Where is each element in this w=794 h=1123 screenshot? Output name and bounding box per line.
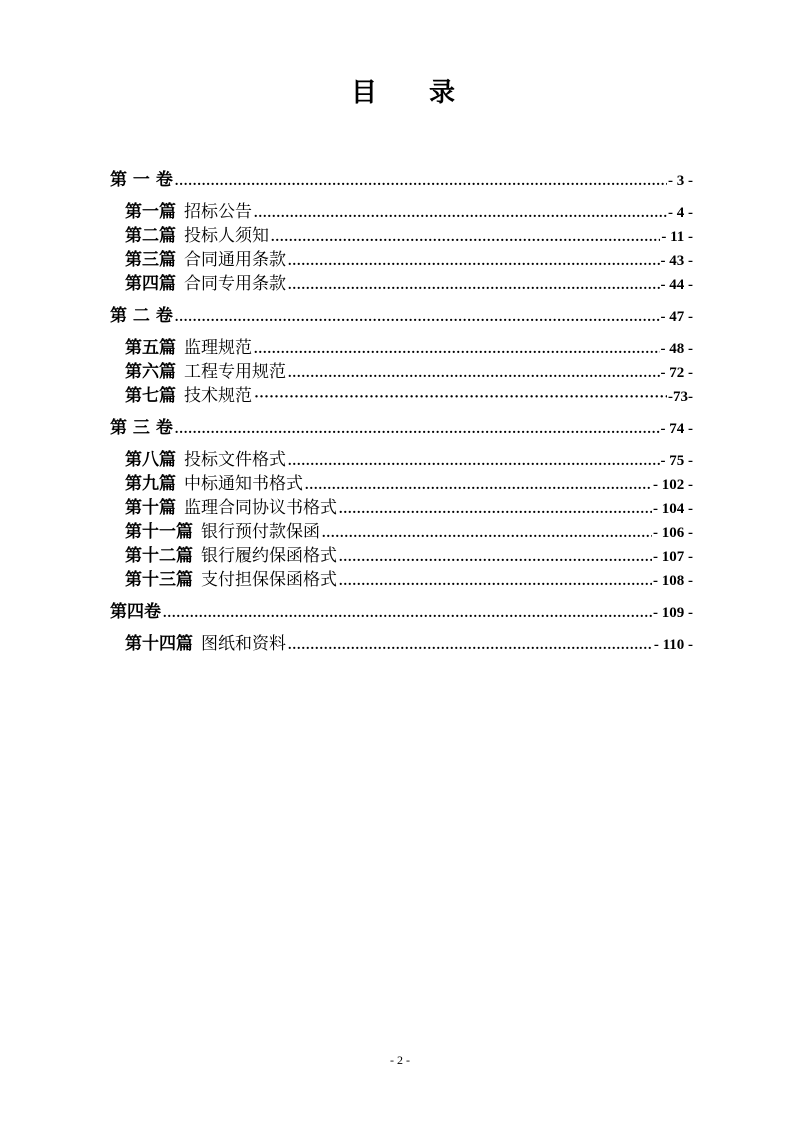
- dot-leader: [175, 306, 660, 330]
- toc-page-number: - 109 -: [653, 605, 693, 621]
- toc-part-number: 第四篇: [125, 274, 176, 294]
- dot-leader: [254, 202, 667, 226]
- toc-page-number: - 72 -: [660, 365, 693, 381]
- toc-part-title: 技术规范: [184, 386, 252, 406]
- toc-volume-label: 第 三 卷: [110, 418, 173, 438]
- table-of-contents: [110, 160, 693, 656]
- dot-leader: [339, 570, 652, 594]
- toc-part-8[interactable]: [110, 448, 693, 472]
- toc-part-6[interactable]: [110, 360, 693, 384]
- toc-part-number: 第八篇: [125, 450, 176, 470]
- dot-leader: [339, 546, 652, 570]
- toc-volume-1[interactable]: [110, 168, 693, 192]
- toc-volume-3[interactable]: [110, 416, 693, 440]
- toc-page-number: - 102 -: [653, 477, 693, 493]
- toc-part-number: 第三篇: [125, 250, 176, 270]
- toc-part-1[interactable]: [110, 200, 693, 224]
- toc-page-number: - 108 -: [653, 573, 693, 589]
- toc-part-number: 第七篇: [125, 386, 176, 406]
- toc-page-number: - 47 -: [660, 309, 693, 325]
- toc-part-number: 第十一篇: [125, 522, 193, 542]
- toc-volume-4[interactable]: [110, 600, 693, 624]
- toc-part-3[interactable]: [110, 248, 693, 272]
- toc-page-number: - 44 -: [660, 277, 693, 293]
- toc-page-number: - 11 -: [661, 229, 693, 245]
- toc-volume-label: 第 一 卷: [110, 170, 173, 190]
- toc-page-number: - 104 -: [653, 501, 693, 517]
- toc-volume-2[interactable]: [110, 304, 693, 328]
- toc-part-title: 工程专用规范: [184, 362, 286, 382]
- footer-page-number: - 2 -: [390, 1053, 410, 1067]
- toc-part-11[interactable]: [110, 520, 693, 544]
- toc-part-9[interactable]: [110, 472, 693, 496]
- toc-part-title: 支付担保保函格式: [201, 570, 337, 590]
- dot-leader: [288, 634, 653, 658]
- toc-part-13[interactable]: [110, 568, 693, 592]
- toc-page-number: - 4 -: [668, 205, 693, 221]
- dot-leader: [322, 522, 652, 546]
- toc-page-number: - 74 -: [660, 421, 693, 437]
- page-title: 目 录: [350, 78, 455, 108]
- toc-page-number: - 107 -: [653, 549, 693, 565]
- toc-page-number: - 106 -: [653, 525, 693, 541]
- toc-part-2[interactable]: [110, 224, 693, 248]
- toc-part-number: 第十二篇: [125, 546, 193, 566]
- toc-part-number: 第十三篇: [125, 570, 193, 590]
- toc-part-4[interactable]: [110, 272, 693, 296]
- toc-part-number: 第五篇: [125, 338, 176, 358]
- toc-part-title: 监理规范: [184, 338, 252, 358]
- toc-page-number: - 3 -: [668, 173, 693, 189]
- dot-leader: [288, 274, 660, 298]
- toc-part-number: 第一篇: [125, 202, 176, 222]
- toc-part-7[interactable]: [110, 384, 693, 408]
- toc-page-number: - 48 -: [660, 341, 693, 357]
- toc-part-10[interactable]: [110, 496, 693, 520]
- toc-part-title: 监理合同协议书格式: [184, 498, 337, 518]
- toc-part-title: 投标文件格式: [184, 450, 286, 470]
- dot-leader: [305, 474, 652, 498]
- dot-leader: [163, 602, 652, 626]
- toc-volume-label: 第 二 卷: [110, 306, 173, 326]
- toc-part-number: 第十篇: [125, 498, 176, 518]
- toc-page-number: - 110 -: [653, 637, 693, 653]
- dot-leader: [288, 250, 660, 274]
- toc-part-title: 银行预付款保函: [201, 522, 320, 542]
- toc-page-number: -73-: [668, 389, 693, 405]
- toc-part-title: 投标人须知: [184, 226, 269, 246]
- dot-leader: [254, 385, 667, 409]
- toc-volume-label: 第四卷: [110, 602, 161, 622]
- toc-part-5[interactable]: [110, 336, 693, 360]
- dot-leader: [175, 418, 660, 442]
- toc-part-title: 中标通知书格式: [184, 474, 303, 494]
- dot-leader: [288, 362, 660, 386]
- toc-part-12[interactable]: [110, 544, 693, 568]
- toc-part-14[interactable]: [110, 632, 693, 656]
- toc-part-number: 第九篇: [125, 474, 176, 494]
- toc-part-title: 合同通用条款: [184, 250, 286, 270]
- toc-page-number: - 75 -: [660, 453, 693, 469]
- toc-part-number: 第二篇: [125, 226, 176, 246]
- toc-part-number: 第十四篇: [125, 634, 193, 654]
- dot-leader: [339, 498, 652, 522]
- dot-leader: [254, 338, 660, 362]
- toc-part-title: 合同专用条款: [184, 274, 286, 294]
- toc-page-number: - 43 -: [660, 253, 693, 269]
- toc-part-title: 银行履约保函格式: [201, 546, 337, 566]
- toc-part-title: 图纸和资料: [201, 634, 286, 654]
- toc-part-number: 第六篇: [125, 362, 176, 382]
- dot-leader: [288, 450, 660, 474]
- dot-leader: [271, 226, 660, 250]
- dot-leader: [175, 170, 667, 194]
- toc-part-title: 招标公告: [184, 202, 252, 222]
